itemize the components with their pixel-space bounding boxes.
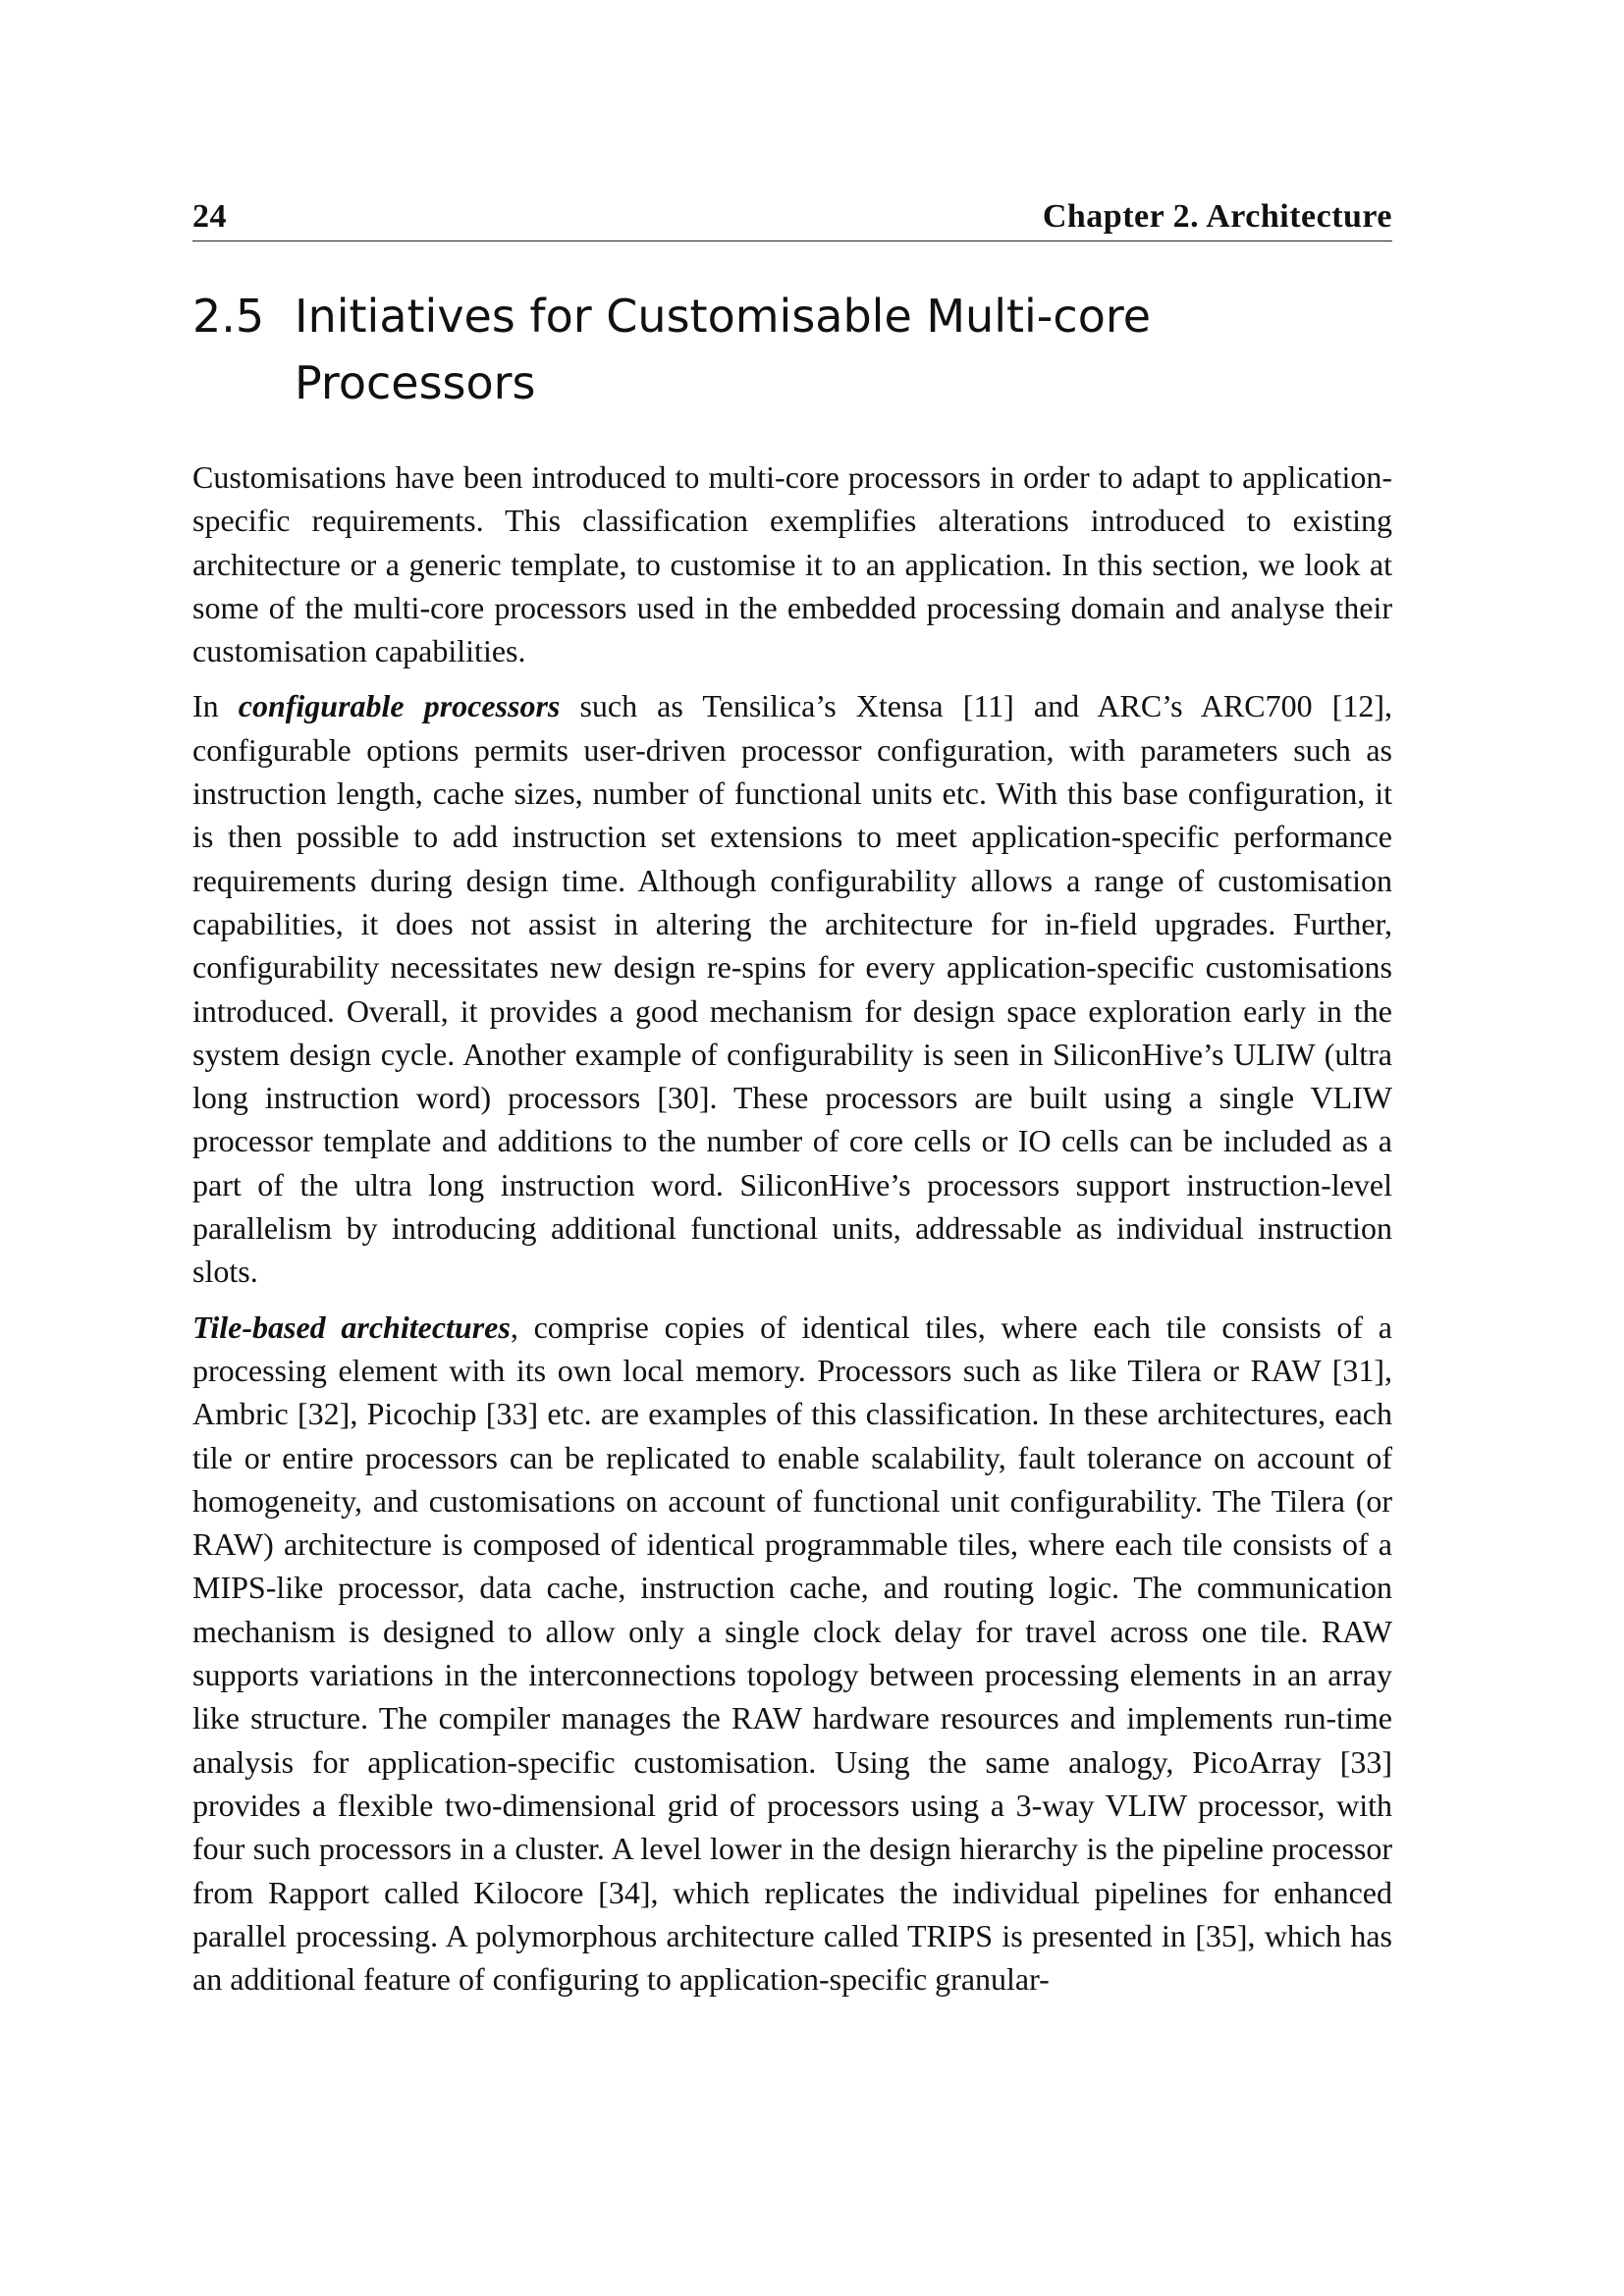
section-title-line1: Initiatives for Customisable Multi-core [295, 290, 1152, 343]
paragraph-lead: In [192, 688, 239, 724]
body-text [192, 455, 1392, 2012]
paragraph-tile-based-body: , comprise copies of identical tiles, where each tile consists of a processing element with its own local memory. Processors such as like Tilera or RAW [31], Ambric [32], Picochip [33] etc. are examples of this classification. In these architectures, each tile or entire processors can be replicated to enable scalability, fault tolerance on account of homogeneity, and customisations on account of functional unit configurability. The Tilera (or RAW) architecture is composed of identical programmable tiles, where each tile consists of a MIPS-like processor, data cache, instruction cache, and routing logic. The communication mechanism is designed to allow only a single clock delay for travel across one tile. RAW supports variations in the interconnections topology between processing elements in an array like structure. The compiler manages the RAW hardware resources and implements run-time analysis for application-specific customisation. Using the same analogy, PicoArray [33] provides a flexible two-dimensional grid of processors using a 3-way VLIW processor, with four such processors in a cluster. A level lower in the design hierarchy is the pipeline processor from Rapport called Kilocore [34], which replicates the individual pipelines for enhanced parallel processing. A polymorphous architecture called TRIPS is presented in [35], which has an additional feature of configuring to application-specific granular- [192, 1308, 1393, 1998]
section-number: 2.5 [192, 290, 265, 343]
running-head: Chapter 2. Architecture [1042, 198, 1392, 235]
paragraph-intro: Customisations have been introduced to multi-core processors in order to adapt to application-specific requirements. This classification exemplifies alterations introduced to existing architecture or a generic template, to customise it to an application. In this section, we look at some of the multi-core processors used in the embedded processing domain and analyse their customisation capabilities. [192, 459, 1392, 669]
page-number: 24 [192, 198, 227, 235]
section-title-line2: Processors [295, 356, 536, 409]
paragraph-configurable-processors [192, 684, 1392, 1293]
paragraph-tile-based [192, 1306, 1392, 2002]
section-title [192, 283, 1392, 416]
paragraph-configurable-body: such as Tensilica’s Xtensa [11] and ARC’s ARC700 [12], configurable options permits user-driven processor configuration, with parameters such as instruction length, cache sizes, number of functional units etc. With this base configuration, it is then possible to add instruction set extensions to meet application-specific performance requirements during design time. Although configurability allows a range of customisation capabilities, it does not assist in altering the architecture for in-field upgrades. Further, configurability necessitates new design re-spins for every application-specific customisations introduced. Overall, it provides a good mechanism for design space exploration early in the system design cycle. Another example of configurability is seen in SiliconHive’s ULIW (ultra long instruction word) processors [30]. These processors are built using a single VLIW processor template and additions to the number of core cells or IO cells can be included as a part of the ultra long instruction word. SiliconHive’s processors support instruction-level parallelism by introducing additional functional units, addressable as individual instruction slots. [192, 688, 1393, 1290]
term-configurable-processors: configurable processors [238, 688, 561, 724]
term-tile-based-architectures: Tile-based architectures [192, 1308, 511, 1345]
page-header [192, 196, 1392, 241]
